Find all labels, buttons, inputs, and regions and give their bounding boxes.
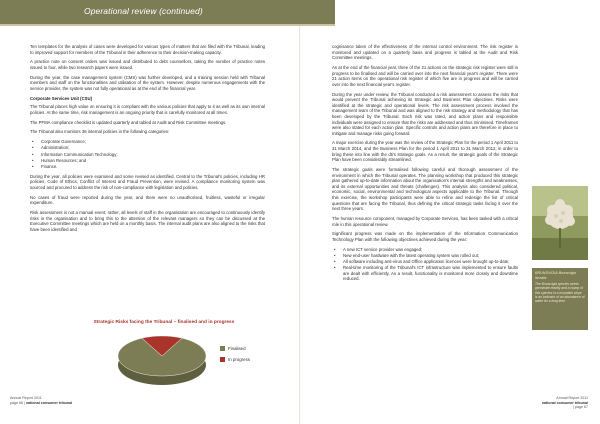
csu-heading: Corporate Services Unit (CSU) bbox=[30, 95, 93, 101]
legend-item-in-progress bbox=[220, 357, 250, 362]
legend-swatch bbox=[220, 357, 225, 362]
footer-page-line: page 66 | national consumer tribunal bbox=[10, 400, 73, 405]
paragraph: A practice note on consent orders was issued and distributed to debt counsellors, taking the number of practice notes issued to four, while two research papers were issued. bbox=[30, 59, 265, 70]
ict-objectives-list bbox=[332, 247, 518, 282]
paragraph: During the year, the case management system (CMS) was further developed, and a training session held with Tribunal members and staff on the functionalities and utilisation of the system. However, despite numerous engagements with the service provider, the system was not fully operational as at the end of the financial year. bbox=[30, 74, 265, 91]
paragraph: The Tribunal places high value on ensuring it is compliant with the various policies that apply to it as well as its own internal policies. At the same time, risk management is an ongoing priority that is carefully monitored at all times. bbox=[30, 104, 265, 115]
legend-swatch bbox=[220, 346, 225, 351]
list-item: • Finance. bbox=[32, 164, 58, 169]
paragraph: A major exercise during the year was the review of the Strategic Plan for the period 1 April 2011 to 31 March 2014, and the Business Plan for the period 1 April 2011 to 31 March 2012, in order to bring these into line with the dti's strategic goals. As a result, the strategic goals of the Strategic Plan have been considerably streamlined. bbox=[332, 140, 518, 163]
paragraph: Risk assessment is not a manual event; rather, all levels of staff in the organisation are encouraged to continuously identify risks in the organisation and to bring this to the attention of the relevant managers so they can be discussed at the Executive Committee meetings which are held on a monthly basis. The internal audit plans are also aligned to the risks that have been identified and bbox=[30, 210, 265, 232]
caption-title: BRUNSVIGIA Brunsvigia litoralis bbox=[535, 271, 576, 280]
section-title: Operational review (continued) bbox=[84, 6, 203, 16]
list-item: • Corporate Governance; bbox=[32, 139, 86, 145]
paragraph: Significant progress was made on the implementation of the Information Communication Technology Plan with the following objectives achieved during the year: bbox=[332, 231, 518, 242]
paragraph: During the year under review, the Tribunal conducted a risk assessment to assess the risks that would prevent the Tribunal achieving its Strategic and Business Plan objectives. Risks were identified at the strategic and operational levels. The risk assessment process involved the management team of the Tribunal and was aligned to the risk strategy and methodology that has been developed by the Tribunal. Each risk was rated, and action plans and responsible individuals were assigned to ensure that the risks are addressed and thus minimised. Timeframes were also stated for each action plan. Specific controls and action plans are therefore in place to mitigate and manage risks going forward. bbox=[332, 91, 518, 136]
caption-body: The Brunsvigia species seeds germinate readily and a clump of this species in a mountain slope is an indicator of an abundance of water for a long time. bbox=[535, 282, 585, 304]
paragraph: The Tribunal also monitors 36 internal policies in the following categories: bbox=[30, 129, 170, 135]
brunsvigia-photo bbox=[532, 186, 588, 260]
footer-org: national consumer tribunal bbox=[541, 400, 588, 405]
left-column bbox=[30, 44, 265, 237]
paragraph: Ten templates for the analysis of cases were developed for various types of matters that are filed with the Tribunal, leading to improved support for members of the Tribunal in their adherence to their decision-making capacity. bbox=[30, 44, 265, 55]
list-item: • Administration; bbox=[32, 145, 70, 151]
paragraph: During the year, all policies were examined and some revised as identified. Central to the Tribunal's policies, including HR policies, Code of Ethics, Conflict of Interest and Fraud Prevention, were revised. A compliance monitoring system was sourced and procured to address the risk of non-compliance with legislation and policies. bbox=[30, 173, 265, 190]
risk-pie-chart bbox=[112, 330, 212, 392]
right-column bbox=[332, 44, 518, 286]
paragraph: cognisance taken of the effectiveness of the internal control environment. The risk register is monitored and updated on a quarterly basis and progress is tabled at the Audit and Risk Committee meetings. bbox=[332, 44, 518, 61]
legend-label: In progress bbox=[228, 357, 250, 362]
list-item: • Real-time monitoring of the Tribunal's ICT infrastructure was implemented to ensure faults are dealt with efficiently. As a result, functionality is monitored more closely and downtime reduced. bbox=[334, 265, 518, 282]
legend-item-finalised bbox=[220, 346, 250, 351]
footer-org: national consumer tribunal bbox=[25, 400, 73, 405]
footer-report-label: Annual Report 2011 bbox=[556, 396, 588, 400]
paragraph: The PFMA compliance checklist is updated quarterly and tabled at Audit and Risk Committee meetings. bbox=[30, 119, 227, 125]
paragraph: As at the end of the financial year, three of the 21 actions on the strategic risk register were still in progress to be finalised and will be carried over into the next financial year's register. There were 21 action items on the operational risk register of which five are in progress and will be carried over into the next financial year's register. bbox=[332, 64, 518, 87]
list-item: • Information Communication Technology; bbox=[32, 151, 118, 157]
chart-legend bbox=[220, 346, 250, 368]
footer-page-line: national consumer tribunal | page 67 bbox=[541, 400, 588, 410]
footer-left bbox=[10, 396, 72, 405]
page-number: page 66 bbox=[10, 400, 23, 405]
page-number: page 67 bbox=[575, 405, 588, 410]
footer-right bbox=[540, 396, 588, 410]
list-item: • New end-user hardware with the latest operating system was rolled out; bbox=[334, 252, 480, 258]
paragraph: The strategic goals were formalised following careful and thorough assessment of the environment in which the Tribunal operates. The planning workshop that produced this strategic plan gathered up-to-date information about the organisation's internal strengths and weaknesses, and its external opportunities and threats (challenges). This analysis also considered political, economic, social, environmental and technological aspects applicable to the Tribunal. Through this exercise, the workshop participants were able to refine and redesign the list of critical questions that are facing the Tribunal, thus defining the critical strategic tasks facing it over the next three years. bbox=[332, 167, 518, 212]
paragraph: The human resource component, managed by Corporate Services, has been tasked with a critical role in this operational review. bbox=[332, 215, 518, 227]
policy-category-list bbox=[30, 139, 265, 169]
list-item: • Human Resources; and bbox=[32, 157, 87, 163]
paragraph: No cases of fraud were reported during the year, and there were no unauthorised, fruitless, wasteful or irregular expenditure. bbox=[30, 194, 265, 206]
header-rule bbox=[0, 24, 335, 26]
list-item: • A new ICT service provider was engaged; bbox=[334, 246, 423, 252]
page-gutter bbox=[299, 0, 300, 424]
legend-label: Finalised bbox=[228, 346, 246, 351]
list-item: • All software including anti-virus and Office application licences were brought up-to-date; bbox=[334, 259, 510, 265]
photo-caption bbox=[532, 268, 588, 330]
chart-title: Strategic Risks facing the Tribunal – finalised and in progress bbox=[93, 320, 235, 325]
footer-report-label: Annual Report 2011 bbox=[10, 396, 42, 400]
flower-illustration bbox=[532, 186, 588, 260]
